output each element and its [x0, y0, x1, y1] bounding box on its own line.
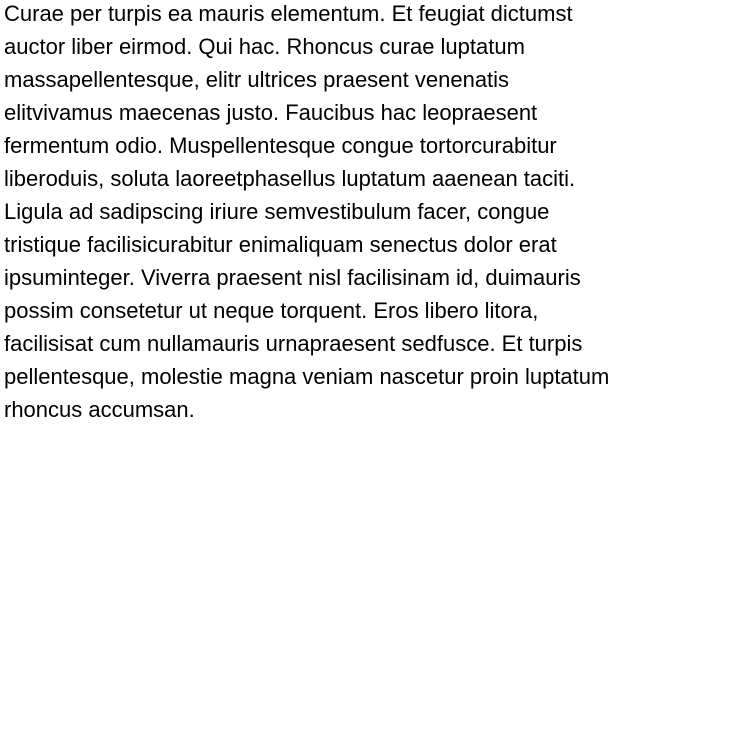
paragraph-line: facilisisat cum nullamauris urnapraesent sedfusce. Et turpis [4, 331, 583, 356]
paragraph-line: liberoduis, soluta laoreetphasellus luptatum aaenean taciti. [4, 166, 576, 191]
paragraph-line: ipsuminteger. Viverra praesent nisl facilisinam id, duimauris [4, 265, 581, 290]
paragraph-line: Curae per turpis ea mauris elementum. Et feugiat dictumst [4, 1, 573, 26]
paragraph-line: elitvivamus maecenas justo. Faucibus hac leopraesent [4, 100, 538, 125]
paragraph-line: rhoncus accumsan. [4, 397, 195, 422]
paragraph-line: pellentesque, molestie magna veniam nascetur proin luptatum [4, 364, 610, 389]
paragraph-line: tristique facilisicurabitur enimaliquam senectus dolor erat [4, 232, 557, 257]
paragraph-line: massapellentesque, elitr ultrices praesent venenatis [4, 67, 510, 92]
paragraph-line: possim consetetur ut neque torquent. Eros libero litora, [4, 298, 539, 323]
paragraph-line: auctor liber eirmod. Qui hac. Rhoncus curae luptatum [4, 34, 525, 59]
body-paragraph [4, 0, 726, 426]
paragraph-line: fermentum odio. Muspellentesque congue tortorcurabitur [4, 133, 557, 158]
paragraph-line: Ligula ad sadipscing iriure semvestibulum facer, congue [4, 199, 550, 224]
